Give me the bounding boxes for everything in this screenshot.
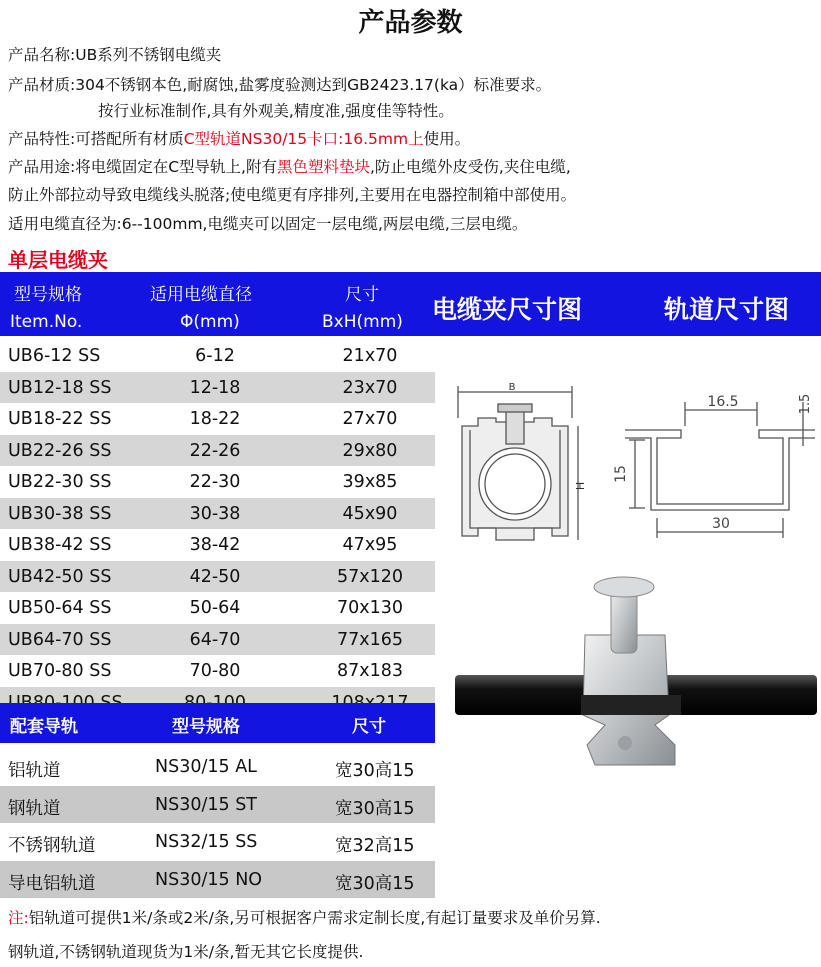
rail-size-cell: 宽32高15	[335, 836, 415, 856]
diameter-cell: 22-30	[189, 472, 241, 492]
diameter-cell: 64-70	[189, 629, 241, 650]
model-cell: UB30-38 SS	[8, 503, 112, 524]
size-cell: 57x120	[336, 566, 404, 587]
rail-opening-label: 16.5	[707, 394, 739, 410]
size-cell: 27x70	[342, 409, 398, 429]
size-cell: 77x165	[336, 629, 404, 650]
size-cell: 21x70	[342, 346, 398, 366]
model-cell: UB22-30 SS	[8, 472, 112, 492]
rail-drawing-title: 轨道尺寸图	[664, 295, 790, 324]
product-feature	[8, 128, 470, 150]
model-cell: UB50-64 SS	[8, 598, 112, 618]
rail-height-label: 15	[613, 465, 629, 483]
diameter-cell: 22-26	[189, 440, 241, 461]
diameter-cell: 38-42	[189, 535, 241, 555]
model-cell: UB64-70 SS	[8, 629, 112, 650]
single-layer-title: 单层电缆夹	[8, 248, 108, 272]
header-model-cn: 型号规格	[14, 285, 82, 305]
model-cell: UB22-26 SS	[8, 440, 112, 461]
table-row	[0, 498, 435, 530]
diameter-cell: 12-18	[189, 377, 241, 398]
model-cell: UB70-80 SS	[8, 661, 112, 681]
diameter-cell: 6-12	[195, 346, 235, 366]
page-title: 产品参数	[358, 8, 463, 38]
note-text-1: 铝轨道可提供1米/条或2米/条,另可根据客户需求定制长度,有起订量要求及单价另算.	[28, 909, 601, 927]
product-material-cont: 按行业标准制作,具有外观美,精度准,强度佳等特性。	[98, 102, 454, 120]
product-photo	[455, 575, 817, 775]
rail-row	[0, 861, 435, 898]
clamp-dimension-drawing	[448, 378, 588, 558]
header-size-cn: 尺寸	[345, 285, 379, 305]
usage-prefix: 产品用途:将电缆固定在C型导轨上,附有	[8, 158, 277, 176]
header-dia-cn: 适用电缆直径	[150, 285, 252, 305]
product-usage	[8, 156, 571, 178]
note-line-1	[8, 906, 601, 928]
header-model-en: Item.No.	[10, 312, 83, 332]
rail-name-cell: 铝轨道	[8, 761, 61, 781]
size-cell: 45x90	[342, 503, 398, 524]
size-cell: 47x95	[342, 535, 398, 555]
model-cell: UB18-22 SS	[8, 409, 112, 429]
product-name: 产品名称:UB系列不锈钢电缆夹	[8, 46, 222, 64]
rail-model-cell: NS30/15 ST	[155, 794, 257, 815]
size-cell: 23x70	[342, 377, 398, 398]
clamp-b-label: B	[508, 382, 516, 393]
feature-suffix: 使用。	[423, 130, 471, 148]
model-cell: UB42-50 SS	[8, 566, 112, 587]
table-row	[0, 529, 435, 561]
rail-name-cell: 导电铝轨道	[8, 873, 96, 894]
rail-row	[0, 748, 435, 785]
size-cell: 87x183	[336, 661, 404, 681]
rail-dimension-drawing	[605, 382, 817, 542]
rail-name-cell: 不锈钢轨道	[8, 836, 96, 856]
table-row	[0, 466, 435, 498]
rail-size-cell: 宽30高15	[335, 761, 415, 781]
product-material: 产品材质:304不锈钢本色,耐腐蚀,盐雾度验测达到GB2423.17(ka）标准要求。	[8, 76, 552, 94]
rail-header-col2: 型号规格	[172, 717, 240, 737]
table-row	[0, 340, 435, 372]
size-cell: 29x80	[342, 440, 398, 461]
table-row	[0, 655, 435, 687]
clamp-h-label: H	[574, 481, 587, 491]
feature-highlight: C型轨道NS30/15卡口:16.5mm上	[183, 130, 424, 148]
usage-highlight: 黑色塑料垫块	[276, 158, 370, 176]
rail-name-cell: 钢轨道	[8, 798, 61, 819]
rail-table-header	[0, 703, 435, 743]
rail-header-col3: 尺寸	[352, 717, 386, 737]
size-cell: 70x130	[336, 598, 404, 618]
rail-model-cell: NS30/15 AL	[155, 757, 257, 777]
rail-model-cell: NS32/15 SS	[155, 832, 258, 852]
table-row	[0, 403, 435, 435]
table-row	[0, 372, 435, 404]
table-row	[0, 561, 435, 593]
rail-model-cell: NS30/15 NO	[155, 869, 263, 890]
cable-diameter: 适用电缆直径为:6--100mm,电缆夹可以固定一层电缆,两层电缆,三层电缆。	[8, 215, 528, 233]
table-row	[0, 435, 435, 467]
note-line-2: 钢轨道,不锈钢轨道现货为1米/条,暂无其它长度提供.	[8, 943, 364, 961]
feature-prefix: 产品特性:可搭配所有材质	[8, 130, 184, 148]
header-size-en: BxH(mm)	[322, 312, 403, 332]
model-cell: UB6-12 SS	[8, 346, 101, 366]
size-cell: 39x85	[342, 472, 398, 492]
table-row	[0, 592, 435, 624]
rail-size-cell: 宽30高15	[335, 798, 415, 819]
rail-row	[0, 823, 435, 860]
rail-row	[0, 786, 435, 823]
table-header	[0, 272, 821, 336]
diameter-cell: 18-22	[189, 409, 241, 429]
rail-lip-label: 1.5	[798, 393, 813, 415]
diameter-cell: 50-64	[189, 598, 241, 618]
diameter-cell: 30-38	[189, 503, 241, 524]
diameter-cell: 70-80	[189, 661, 241, 681]
rail-size-cell: 宽30高15	[335, 873, 415, 894]
clamp-drawing-title: 电缆夹尺寸图	[432, 295, 583, 324]
model-cell: UB12-18 SS	[8, 377, 112, 398]
product-usage-cont: 防止外部拉动导致电缆线头脱落;使电缆更有序排列,主要用在电器控制箱中部使用。	[8, 186, 577, 204]
rail-width-label: 30	[712, 516, 730, 532]
note-prefix: 注:	[8, 909, 29, 927]
usage-suffix: ,防止电缆外皮受伤,夹住电缆,	[370, 158, 571, 176]
table-row	[0, 624, 435, 656]
header-dia-en: Φ(mm)	[180, 312, 240, 332]
diameter-cell: 42-50	[189, 566, 241, 587]
rail-header-col1: 配套导轨	[10, 717, 78, 737]
model-cell: UB38-42 SS	[8, 535, 112, 555]
